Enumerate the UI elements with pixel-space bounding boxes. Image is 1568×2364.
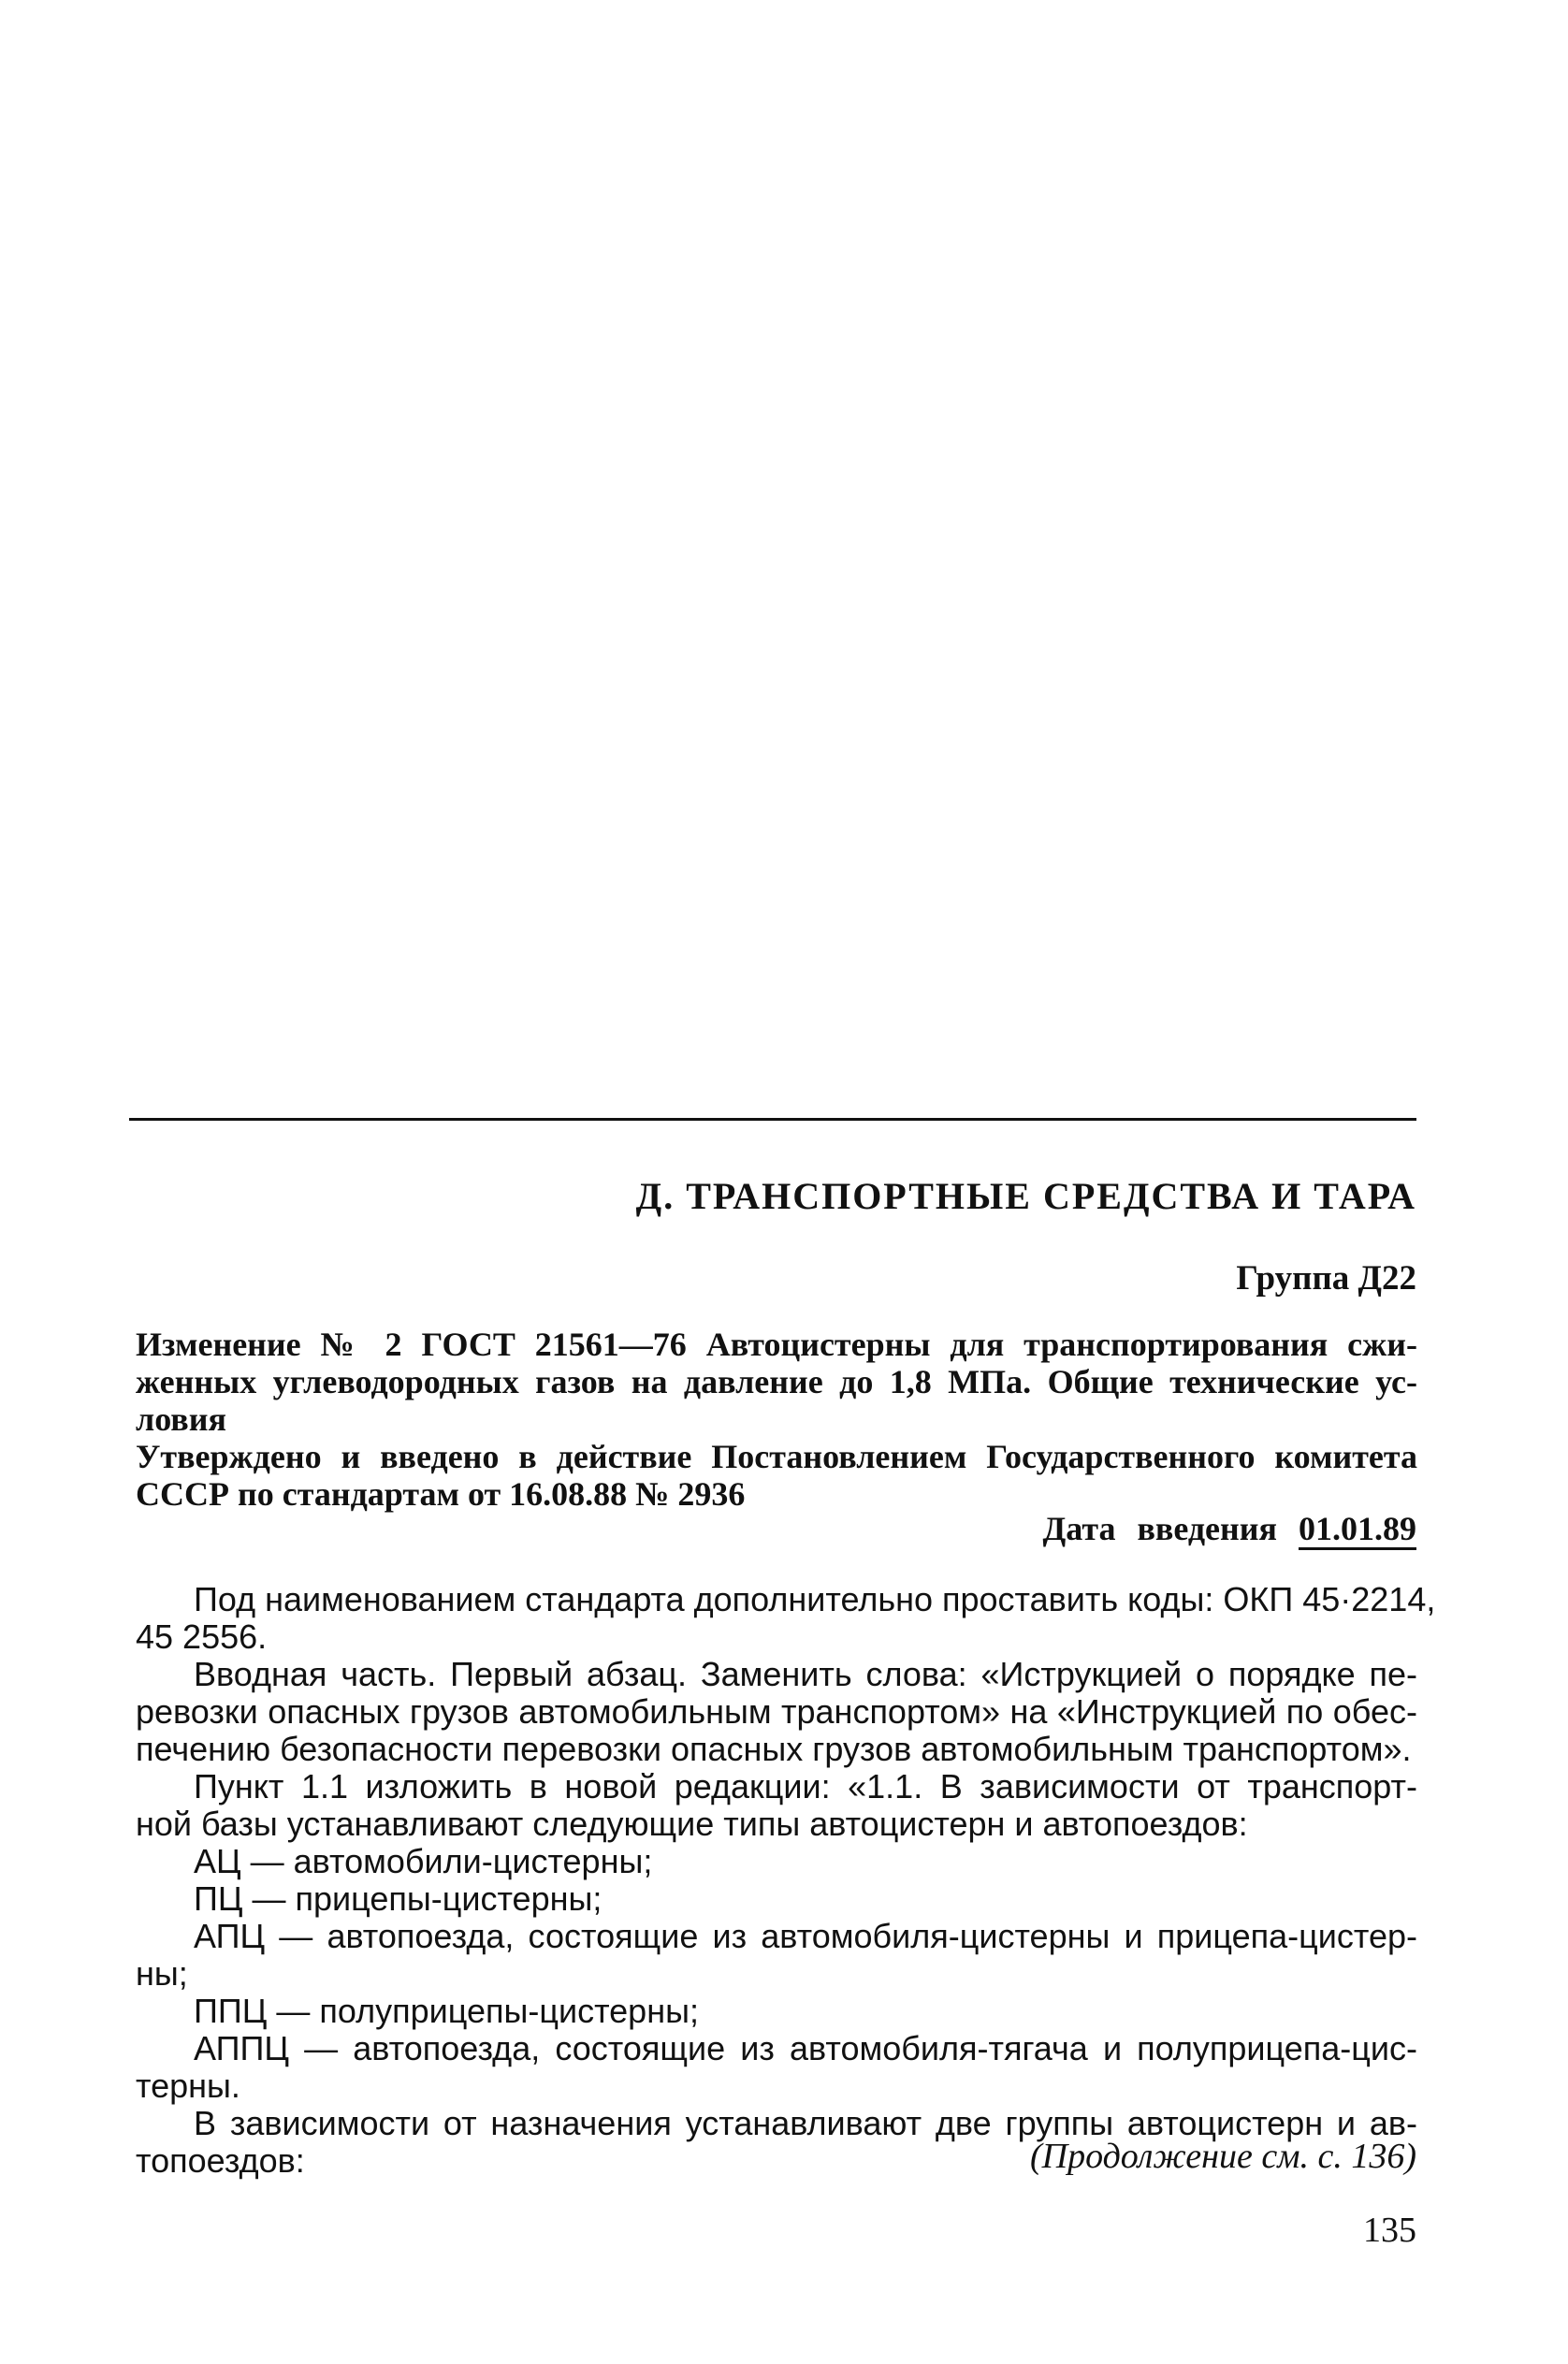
body-line: терны. [136,2067,240,2105]
body-line: ПЦ — прицепы-цистерны; [194,1879,603,1918]
change-title-line: Изменение № 2 ГОСТ 21561—76 Автоцистерны для транспортирования сжи- [136,1326,1417,1363]
effective-date-label: Дата введения [1042,1510,1277,1547]
continuation-note: (Продолжение см. с. 136) [1029,2137,1416,2176]
effective-date-value: 01.01.89 [1299,1510,1416,1547]
approval-line: Утверждено и введено в действие Постановлением Государственного комитета [136,1438,1417,1475]
body-line: 45 2556. [136,1617,268,1656]
body-line: АППЦ — автопоезда, состоящие из автомобиля-тягача и полуприцепа-цис- [194,2029,1417,2067]
body-line: Пункт 1.1 изложить в новой редакции: «1.1. В зависимости от транспорт- [194,1767,1417,1806]
group-label: Группа Д22 [1236,1259,1416,1298]
section-title: Д. ТРАНСПОРТНЫЕ СРЕДСТВА И ТАРА [635,1175,1416,1217]
change-title-line: ловия [136,1400,226,1438]
approval-line: СССР по стандартам от 16.08.88 № 2936 [136,1475,746,1513]
top-rule [129,1118,1416,1121]
effective-date [1043,1509,1417,1548]
page-number: 135 [1363,2211,1416,2250]
body-line: печению безопасности перевозки опасных грузов автомобильным транспортом». [136,1730,1412,1768]
body-text [136,1580,1436,2180]
approval-statement [136,1438,1417,1513]
body-line: ной базы устанавливают следующие типы автоцистерн и автопоездов: [136,1805,1248,1843]
body-line: В зависимости от назначения устанавливают две группы автоцистерн и ав- [194,2104,1417,2142]
body-line: АПЦ — автопоезда, состоящие из автомобиля-цистерны и прицепа-цистер- [194,1917,1417,1955]
change-title-line: женных углеводородных газов на давление до 1,8 МПа. Общие технические ус- [136,1363,1417,1400]
body-line: ревозки опасных грузов автомобильным транспортом» на «Инструкцией по обес- [136,1692,1417,1731]
body-line: Под наименованием стандарта дополнительно проставить коды: ОКП 45·2214, [194,1580,1436,1618]
body-line: ны; [136,1954,188,1993]
body-line: ППЦ — полуприцепы-цистерны; [194,1992,699,2030]
body-line: Вводная часть. Первый абзац. Заменить слова: «Иструкцией о порядке пе- [194,1655,1417,1693]
change-title [136,1326,1417,1438]
body-line: АЦ — автомобили-цистерны; [194,1842,653,1880]
body-line: топоездов: [136,2141,305,2180]
